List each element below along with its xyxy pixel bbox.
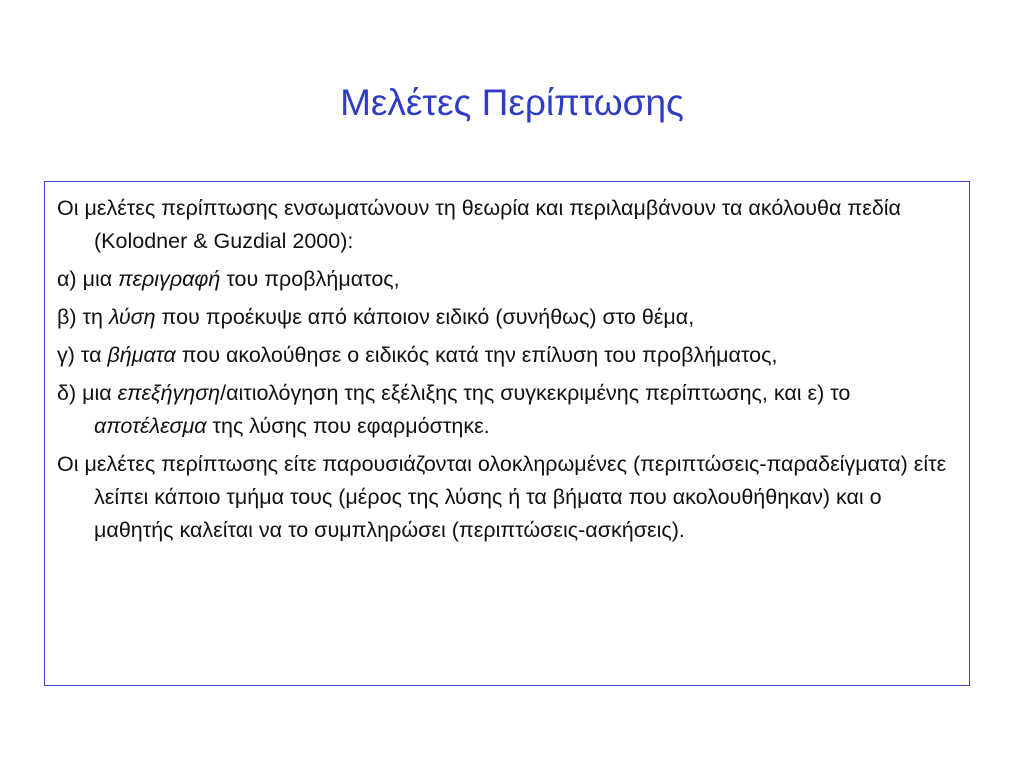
- item-e-emphasis: αποτέλεσμα: [94, 414, 207, 438]
- item-b-paragraph: [57, 301, 959, 334]
- item-c-emphasis: βήματα: [107, 343, 176, 367]
- item-a-suffix: του προβλήματος,: [220, 267, 400, 291]
- item-a-emphasis: περιγραφή: [118, 267, 221, 291]
- item-c-prefix: γ) τα: [57, 343, 108, 367]
- closing-paragraph: Οι μελέτες περίπτωσης είτε παρουσιάζονται ολοκληρωμένες (περιπτώσεις-παραδείγματα) είτε λείπει κάποιο τμήμα τους (μέρος της λύσης ή τα βήματα που ακολουθήθηκαν) και ο μαθητής καλείται να το συμπληρώσει (περιπτώσεις-ασκήσεις).: [57, 452, 947, 542]
- content-box: [44, 181, 970, 686]
- intro-paragraph: Οι μελέτες περίπτωσης ενσωματώνουν τη θεωρία και περιλαμβάνουν τα ακόλουθα πεδία (Kolodner & Guzdial 2000):: [57, 196, 901, 253]
- item-a-prefix: α) μια: [57, 267, 119, 291]
- item-c-suffix: που ακολούθησε ο ειδικός κατά την επίλυση του προβλήματος,: [175, 343, 778, 367]
- item-c-paragraph: [57, 339, 959, 372]
- item-a-paragraph: [57, 263, 959, 296]
- item-d-prefix: δ) μια: [57, 381, 118, 405]
- slide-title: Μελέτες Περίπτωσης: [340, 82, 684, 123]
- item-b-emphasis: λύση: [108, 305, 156, 329]
- item-d-paragraph: [57, 377, 959, 443]
- item-d-suffix: της λύσης που εφαρμόστηκε.: [206, 414, 490, 438]
- item-b-suffix: που προέκυψε από κάποιον ειδικό (συνήθως) στο θέμα,: [155, 305, 695, 329]
- item-b-prefix: β) τη: [57, 305, 109, 329]
- item-d-emphasis: επεξήγηση: [117, 381, 221, 405]
- item-d-middle: /αιτιολόγηση της εξέλιξης της συγκεκριμένης περίπτωσης, και ε) το: [220, 381, 851, 405]
